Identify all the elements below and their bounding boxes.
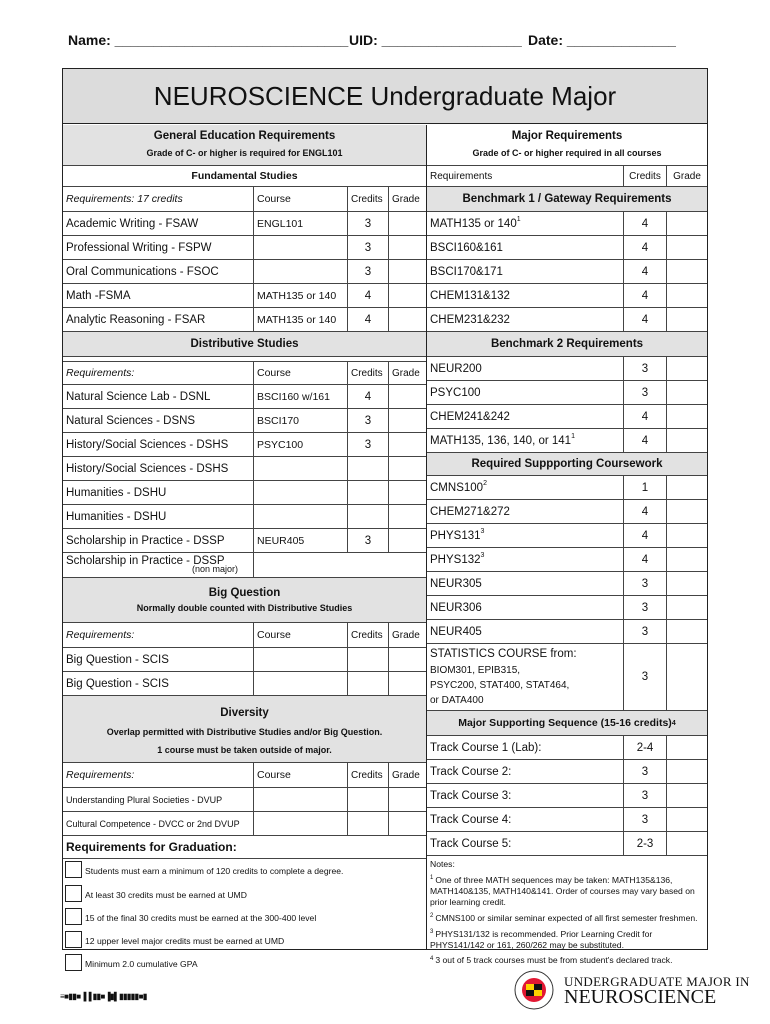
- table-row: [427, 596, 707, 620]
- requirement-text: MATH135, 136, 140, or 141: [430, 434, 572, 447]
- course-cell[interactable]: [253, 457, 347, 480]
- table-row: [427, 236, 707, 260]
- note-text: One of three MATH sequences may be taken: MATH135&136, MATH140&135, MATH140&141. Order of courses may vary based on prior learning credit.: [430, 874, 695, 907]
- requirement-text: Track Course 5:: [430, 837, 512, 850]
- requirements-header: Requirements: [430, 170, 493, 182]
- logo-line2: NEUROSCIENCE: [564, 986, 717, 1008]
- graduation-item: [63, 929, 426, 952]
- note-item: [430, 911, 704, 924]
- table-row: [427, 308, 707, 332]
- requirement-text: Track Course 2:: [430, 765, 512, 778]
- table-row: [427, 476, 707, 500]
- course-cell[interactable]: BSCI170: [253, 409, 347, 432]
- requirements-header: Requirements:: [66, 629, 135, 641]
- requirement-label: [427, 620, 623, 643]
- graduation-item: [63, 883, 426, 906]
- requirement-label: Scholarship in Practice - DSSP: [66, 534, 225, 547]
- credits-header: Credits: [347, 623, 388, 647]
- statistics-line-1: BIOM301, EPIB315,: [430, 664, 521, 676]
- grade-cell[interactable]: [388, 308, 426, 331]
- grade-cell[interactable]: [666, 808, 707, 831]
- grade-cell[interactable]: [666, 500, 707, 523]
- benchmark1-title: Benchmark 1 / Gateway Requirements: [462, 193, 672, 205]
- credits-cell[interactable]: 3: [347, 212, 388, 235]
- statistics-label: STATISTICS COURSE from:: [430, 648, 577, 660]
- logo-line1: UNDERGRADUATE MAJOR IN: [564, 974, 750, 989]
- requirement-label: [427, 212, 623, 235]
- table-row: [427, 524, 707, 548]
- course-cell[interactable]: PSYC100: [253, 433, 347, 456]
- grade-cell[interactable]: [388, 788, 426, 811]
- note-marker: 3: [430, 928, 434, 935]
- requirement-label: Professional Writing - FSPW: [66, 241, 212, 254]
- column-headers: [63, 362, 426, 385]
- credits-cell[interactable]: 3: [347, 529, 388, 552]
- sequence-title-row: [427, 711, 707, 736]
- bigq-title: Big Question: [208, 587, 281, 599]
- credits-cell[interactable]: 4: [347, 284, 388, 307]
- requirement-label: Analytic Reasoning - FSAR: [66, 313, 206, 326]
- fundamental-title-row: [63, 166, 426, 187]
- requirement-label: [427, 260, 623, 283]
- graduation-checkbox[interactable]: [65, 885, 82, 902]
- diversity-header: [63, 696, 426, 763]
- grade-cell[interactable]: [388, 212, 426, 235]
- graduation-item-text: 15 of the final 30 credits must be earned at the 300-400 level: [85, 912, 317, 923]
- graduation-checkbox[interactable]: [65, 931, 82, 948]
- benchmark2-title-row: [427, 332, 707, 357]
- major-title: Major Requirements: [511, 130, 623, 142]
- requirement-label: [427, 548, 623, 571]
- requirement-text: MATH135 or 140: [430, 217, 517, 230]
- footnote-marker: 1: [571, 433, 575, 440]
- grade-cell[interactable]: [666, 284, 707, 307]
- diversity-title: Diversity: [220, 707, 269, 719]
- credits-cell: 4: [623, 260, 666, 283]
- table-row: [427, 357, 707, 381]
- graduation-checkbox[interactable]: [65, 861, 82, 878]
- requirement-label: Humanities - DSHU: [66, 510, 167, 523]
- credits-cell: 4: [623, 429, 666, 452]
- major-column: [427, 125, 707, 969]
- credits-header: Credits: [347, 362, 388, 384]
- grade-cell[interactable]: [666, 736, 707, 759]
- grade-cell[interactable]: [388, 260, 426, 283]
- note-item: [430, 954, 704, 967]
- credits-cell[interactable]: 4: [347, 308, 388, 331]
- requirement-label: Natural Science Lab - DSNL: [66, 390, 211, 403]
- graduation-item: [63, 952, 426, 975]
- course-cell[interactable]: [253, 788, 347, 811]
- grade-cell[interactable]: [388, 284, 426, 307]
- table-row: [63, 236, 426, 260]
- grade-cell[interactable]: [666, 357, 707, 380]
- grade-cell[interactable]: [666, 236, 707, 259]
- course-cell[interactable]: [253, 505, 347, 528]
- requirement-text: CHEM241&242: [430, 410, 510, 423]
- grade-cell[interactable]: [666, 760, 707, 783]
- credits-cell[interactable]: [347, 812, 388, 835]
- general-education-column: [63, 125, 426, 975]
- grade-header: Grade: [666, 166, 707, 186]
- table-row: [63, 648, 426, 672]
- gened-subtitle: Grade of C- or higher is required for ENGL101: [146, 148, 343, 158]
- fundamental-title: Fundamental Studies: [191, 170, 298, 182]
- major-col-headers: [427, 166, 707, 187]
- credits-cell: 4: [623, 236, 666, 259]
- requirement-text: PSYC100: [430, 386, 481, 399]
- grade-cell[interactable]: [388, 409, 426, 432]
- grade-header: Grade: [388, 362, 426, 384]
- table-row: [427, 572, 707, 596]
- table-row: [63, 529, 426, 553]
- graduation-item-text: At least 30 credits must be earned at UMD: [85, 889, 247, 900]
- credits-cell: 3: [623, 620, 666, 643]
- requirement-label: Big Question - SCIS: [66, 653, 169, 666]
- grade-cell[interactable]: [666, 405, 707, 428]
- course-header: Course: [253, 763, 347, 787]
- umd-seal-icon: [508, 966, 568, 1010]
- graduation-item-text: 12 upper level major credits must be earned at UMD: [85, 935, 285, 946]
- grade-cell[interactable]: [666, 620, 707, 643]
- grade-cell[interactable]: [388, 529, 426, 552]
- table-row: [427, 381, 707, 405]
- requirement-text: PHYS132: [430, 553, 481, 566]
- grade-cell[interactable]: [388, 385, 426, 408]
- grade-cell[interactable]: [666, 644, 707, 710]
- bigq-header: [63, 578, 426, 623]
- supporting-title-row: [427, 453, 707, 476]
- course-cell[interactable]: [253, 260, 347, 283]
- credits-cell[interactable]: [347, 788, 388, 811]
- credits-cell: 3: [623, 596, 666, 619]
- date-field[interactable]: Date: ______________: [528, 32, 676, 48]
- statistics-credits: 3: [623, 644, 666, 710]
- table-row: [63, 385, 426, 409]
- uid-field[interactable]: UID: __________________: [349, 32, 522, 48]
- requirement-text: CHEM231&232: [430, 313, 510, 326]
- note-marker: 2: [430, 912, 434, 919]
- credits-cell: 4: [623, 284, 666, 307]
- grade-cell[interactable]: [388, 672, 426, 695]
- credits-cell: 4: [623, 212, 666, 235]
- graduation-item-text: Students must earn a minimum of 120 credits to complete a degree.: [85, 866, 344, 876]
- dssp-nonmajor-note: (non major): [192, 564, 239, 574]
- footer-code: ≡■▮▮■▐▐ ▮▮■▐▮▌▮▮▮▮▮■▮: [60, 992, 147, 1001]
- distributive-title-row: [63, 332, 426, 357]
- distributive-title: Distributive Studies: [190, 338, 299, 350]
- course-cell[interactable]: [253, 553, 347, 577]
- table-row: [427, 260, 707, 284]
- table-row: [427, 760, 707, 784]
- table-row: [63, 457, 426, 481]
- table-row: [427, 284, 707, 308]
- grade-cell[interactable]: [388, 236, 426, 259]
- requirement-label: [427, 808, 623, 831]
- grade-cell[interactable]: [388, 648, 426, 671]
- requirement-label: History/Social Sciences - DSHS: [66, 438, 229, 451]
- course-cell[interactable]: ENGL101: [253, 212, 347, 235]
- course-cell[interactable]: [253, 481, 347, 504]
- requirement-text: CHEM131&132: [430, 289, 510, 302]
- course-cell[interactable]: [253, 236, 347, 259]
- gened-title: General Education Requirements: [153, 130, 336, 142]
- footnote-marker: 1: [516, 216, 521, 223]
- table-row: [427, 429, 707, 453]
- requirement-text: Track Course 4:: [430, 813, 512, 826]
- benchmark2-title: Benchmark 2 Requirements: [490, 338, 644, 350]
- credits-cell[interactable]: 3: [347, 236, 388, 259]
- grade-cell[interactable]: [666, 572, 707, 595]
- grade-cell[interactable]: [666, 429, 707, 452]
- credits-cell[interactable]: [347, 457, 388, 480]
- note-marker: 4: [430, 955, 434, 962]
- credits-header: Credits: [623, 166, 666, 186]
- note-text: 3 out of 5 track courses must be from student's declared track.: [435, 955, 673, 966]
- credits-cell: 3: [623, 572, 666, 595]
- table-row: [63, 409, 426, 433]
- note-item: [430, 873, 704, 908]
- dssp-nonmajor-row: [63, 553, 426, 578]
- requirement-text: BSCI160&161: [430, 241, 503, 254]
- credits-cell[interactable]: [347, 505, 388, 528]
- notes-title: Notes:: [430, 859, 455, 869]
- requirement-text: CHEM271&272: [430, 505, 510, 518]
- note-item: [430, 927, 704, 951]
- requirement-label: [427, 736, 623, 759]
- credits-cell: 1: [623, 476, 666, 499]
- credits-cell[interactable]: 4: [347, 385, 388, 408]
- credits-cell: 2-4: [623, 736, 666, 759]
- table-row: [427, 736, 707, 760]
- requirement-label: [427, 832, 623, 855]
- grade-header: Grade: [388, 623, 426, 647]
- statistics-row: [427, 644, 707, 711]
- table-row: [427, 620, 707, 644]
- grade-cell[interactable]: [666, 784, 707, 807]
- graduation-item: [63, 859, 426, 883]
- diversity-line2: 1 course must be taken outside of major.: [157, 745, 332, 755]
- requirement-label: [427, 500, 623, 523]
- requirement-label: History/Social Sciences - DSHS: [66, 462, 229, 475]
- benchmark1-title-row: [427, 187, 707, 212]
- table-row: [63, 308, 426, 332]
- statistics-line-2: PSYC200, STAT400, STAT464,: [430, 679, 570, 691]
- name-field[interactable]: Name: ______________________________: [68, 32, 349, 48]
- requirement-label: Understanding Plural Societies - DVUP: [66, 794, 223, 805]
- grade-cell[interactable]: [388, 481, 426, 504]
- table-row: [63, 788, 426, 812]
- sequence-title: [427, 711, 707, 735]
- requirement-label: [427, 284, 623, 307]
- grade-cell[interactable]: [666, 260, 707, 283]
- column-headers: [63, 187, 426, 212]
- footnote-marker: 3: [480, 552, 485, 559]
- graduation-title-row: [63, 836, 426, 859]
- requirement-label: Big Question - SCIS: [66, 677, 169, 690]
- requirements-header: Requirements:: [66, 367, 135, 379]
- grade-cell[interactable]: [388, 433, 426, 456]
- grade-cell[interactable]: [388, 457, 426, 480]
- graduation-item-text: Minimum 2.0 cumulative GPA: [85, 958, 198, 969]
- requirement-label: Natural Sciences - DSNS: [66, 414, 196, 427]
- credits-cell[interactable]: 3: [347, 433, 388, 456]
- course-cell[interactable]: [253, 672, 347, 695]
- table-row: [427, 212, 707, 236]
- table-row: [427, 808, 707, 832]
- table-row: [427, 405, 707, 429]
- major-subtitle: Grade of C- or higher required in all courses: [472, 148, 662, 158]
- credits-cell: 3: [623, 784, 666, 807]
- course-cell[interactable]: NEUR405: [253, 529, 347, 552]
- requirement-label: [427, 429, 623, 452]
- gened-header: [63, 125, 426, 166]
- requirements-header: Requirements: 17 credits: [66, 193, 183, 205]
- notes-block: [427, 856, 707, 969]
- umd-neuroscience-logo: [508, 966, 750, 1010]
- grade-cell[interactable]: [666, 476, 707, 499]
- requirement-label: [427, 784, 623, 807]
- requirement-label: [427, 405, 623, 428]
- credits-cell[interactable]: 3: [347, 260, 388, 283]
- grade-header: Grade: [388, 187, 426, 211]
- requirement-label: [427, 357, 623, 380]
- requirement-text: BSCI170&171: [430, 265, 503, 278]
- footnote-marker: 3: [480, 528, 485, 535]
- statistics-line-3: or DATA400: [430, 694, 484, 706]
- note-text: CMNS100 or similar seminar expected of all first semester freshmen.: [435, 912, 698, 923]
- credits-cell: 4: [623, 405, 666, 428]
- note-marker: 1: [430, 875, 434, 881]
- table-row: [63, 672, 426, 696]
- requirement-text: NEUR306: [430, 601, 482, 614]
- table-row: [63, 812, 426, 836]
- requirements-sheet: [62, 68, 708, 969]
- credits-cell: 3: [623, 357, 666, 380]
- course-cell[interactable]: MATH135 or 140: [253, 308, 347, 331]
- diversity-line1: Overlap permitted with Distributive Studies and/or Big Question.: [106, 727, 383, 737]
- graduation-title: Requirements for Graduation:: [66, 840, 237, 854]
- requirement-label: [427, 236, 623, 259]
- grade-cell[interactable]: [666, 548, 707, 571]
- grade-cell[interactable]: [666, 308, 707, 331]
- dssp-nonmajor-label: Scholarship in Practice - DSSP: [66, 555, 225, 567]
- requirement-label: Math -FSMA: [66, 289, 131, 302]
- requirement-label: [427, 760, 623, 783]
- requirement-label: [427, 308, 623, 331]
- course-header: Course: [253, 362, 347, 384]
- credits-cell: 3: [623, 381, 666, 404]
- course-header: Course: [253, 623, 347, 647]
- requirement-label: Oral Communications - FSOC: [66, 265, 219, 278]
- column-headers: [63, 623, 426, 648]
- course-cell[interactable]: [253, 648, 347, 671]
- requirements-header: Requirements:: [66, 769, 135, 781]
- credits-cell[interactable]: [347, 481, 388, 504]
- grade-cell[interactable]: [388, 505, 426, 528]
- requirement-label: Cultural Competence - DVCC or 2nd DVUP: [66, 818, 240, 829]
- course-cell[interactable]: MATH135 or 140: [253, 284, 347, 307]
- sequence-title-text: Major Supporting Sequence (15-16 credits): [458, 717, 672, 729]
- graduation-checkbox[interactable]: [65, 908, 82, 925]
- major-header: [427, 125, 707, 166]
- table-row: [427, 548, 707, 572]
- table-row: [63, 212, 426, 236]
- credits-cell: 4: [623, 524, 666, 547]
- table-row: [427, 832, 707, 856]
- note-text: PHYS131/132 is recommended. Prior Learning Credit for PHYS141/142 or 161, 260/262 may be substituted.: [430, 928, 653, 950]
- table-row: [63, 284, 426, 308]
- requirement-label: Academic Writing - FSAW: [66, 217, 199, 230]
- credits-cell: 4: [623, 308, 666, 331]
- requirement-label: [427, 524, 623, 547]
- page-title: NEUROSCIENCE Undergraduate Major: [63, 69, 707, 124]
- table-row: [63, 505, 426, 529]
- grade-header: Grade: [388, 763, 426, 787]
- credits-cell: 4: [623, 548, 666, 571]
- credits-cell[interactable]: 3: [347, 409, 388, 432]
- table-row: [427, 784, 707, 808]
- requirement-label: [427, 596, 623, 619]
- grade-cell[interactable]: [388, 812, 426, 835]
- grade-cell[interactable]: [666, 832, 707, 855]
- requirement-label: [427, 381, 623, 404]
- credits-header: Credits: [347, 763, 388, 787]
- table-row: [63, 433, 426, 457]
- bigq-subtitle: Normally double counted with Distributive Studies: [136, 603, 353, 613]
- requirement-text: Track Course 3:: [430, 789, 512, 802]
- course-header: Course: [253, 187, 347, 211]
- credits-cell: 2-3: [623, 832, 666, 855]
- credits-cell[interactable]: [347, 648, 388, 671]
- table-row: [63, 260, 426, 284]
- supporting-title: Required Suppporting Coursework: [471, 458, 663, 470]
- requirement-text: NEUR305: [430, 577, 482, 590]
- graduation-checkbox[interactable]: [65, 954, 82, 971]
- credits-cell: 3: [623, 808, 666, 831]
- credits-cell: 4: [623, 500, 666, 523]
- table-row: [427, 500, 707, 524]
- course-cell[interactable]: [253, 812, 347, 835]
- sequence-title-sup: 4: [671, 719, 676, 727]
- grade-cell[interactable]: [666, 524, 707, 547]
- requirement-text: PHYS131: [430, 529, 481, 542]
- requirement-label: [427, 476, 623, 499]
- requirement-text: NEUR200: [430, 362, 482, 375]
- credits-cell: 3: [623, 760, 666, 783]
- grade-cell[interactable]: [666, 381, 707, 404]
- requirement-text: NEUR405: [430, 625, 482, 638]
- footnote-marker: 2: [483, 480, 487, 487]
- requirement-text: CMNS100: [430, 481, 484, 494]
- credits-cell[interactable]: [347, 672, 388, 695]
- course-cell[interactable]: BSCI160 w/161: [253, 385, 347, 408]
- requirement-label: [427, 572, 623, 595]
- grade-cell[interactable]: [666, 212, 707, 235]
- column-headers: [63, 763, 426, 788]
- requirement-label: Humanities - DSHU: [66, 486, 167, 499]
- graduation-item: [63, 906, 426, 929]
- requirement-text: Track Course 1 (Lab):: [430, 741, 542, 754]
- table-row: [63, 481, 426, 505]
- credits-header: Credits: [347, 187, 388, 211]
- grade-cell[interactable]: [666, 596, 707, 619]
